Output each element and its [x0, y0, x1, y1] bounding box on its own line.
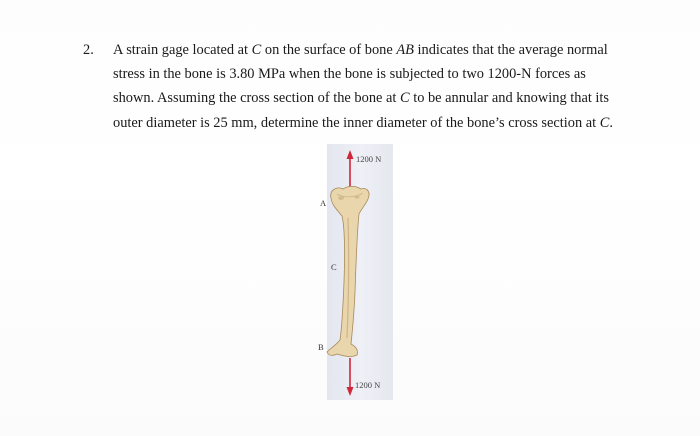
- top-force-arrowhead: [347, 150, 354, 159]
- bone-shading: [338, 196, 344, 200]
- bone-figure: [315, 142, 405, 404]
- problem-text-part: indicates that the average normal stress in the bone is 3.80 MPa when the bone is subjected to two 1200-N forces as shown. Assuming the cross section of the bone at: [113, 42, 608, 107]
- point-c-ref: C: [399, 90, 410, 107]
- bone-shading: [355, 195, 360, 199]
- point-c-ref: C: [599, 114, 610, 131]
- bone-diagram: [315, 142, 405, 404]
- problem-text-part: A strain gage located at: [113, 42, 252, 58]
- problem-text-part: .: [609, 114, 613, 131]
- problem-number: 2.: [83, 42, 94, 58]
- top-force-label: 1200 N: [356, 154, 382, 164]
- bottom-force-label: 1200 N: [355, 380, 381, 390]
- point-a-label: A: [320, 198, 327, 208]
- problem-text-part: on the surface of bone: [261, 42, 397, 58]
- bottom-force-arrowhead: [347, 387, 354, 396]
- bone-ab-ref: AB: [396, 42, 414, 58]
- point-c-ref: C: [251, 42, 262, 58]
- problem-text: [113, 38, 623, 135]
- problem-text-part: to be annular and knowing that its outer diameter is 25 mm, determine the inner diameter of the bone’s cross section at: [113, 90, 610, 131]
- point-c-label: C: [331, 262, 337, 272]
- point-b-label: B: [318, 342, 324, 352]
